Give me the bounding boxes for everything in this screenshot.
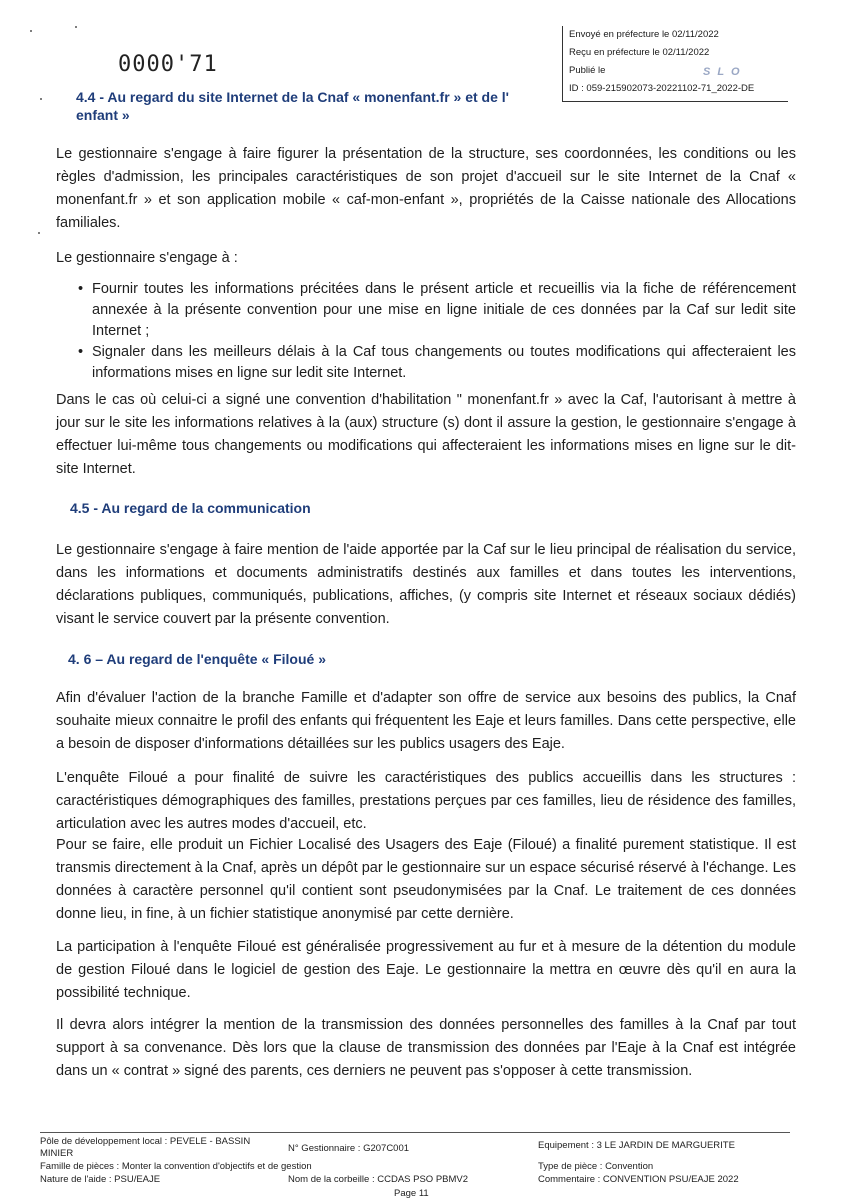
footer-pole-line2: MINIER xyxy=(40,1148,74,1159)
list-item: • Fournir toutes les informations précitées dans le présent article et recueillis via la fiche de référencement annexée à la présente convention pour une mise en ligne initiale de ces données par la Caf sur ledit site Internet ; xyxy=(76,279,796,342)
section-4-4-heading xyxy=(76,88,560,124)
scan-speck xyxy=(40,98,42,100)
section-4-6-paragraph-2: L'enquête Filoué a pour finalité de suivre les caractéristiques des publics accueillis dans les structures : caractéristiques démographiques des familles, prestations perçues par ces familles, lieu de résidence des familles, articulation avec les autres modes d'accueil, etc. xyxy=(56,770,796,832)
footer-famille: Famille de pièces : Monter la convention d'objectifs et de gestion xyxy=(40,1161,312,1172)
section-4-6-paragraph-4: La participation à l'enquête Filoué est généralisée progressivement au fur et à mesure de la détention du module de gestion Filoué dans le logiciel de gestion des Eaje. Le gestionnaire la mettra en œuvre dès qu'il en aura la possibilité technique. xyxy=(56,939,796,1001)
section-4-4-heading-line2: enfant » xyxy=(76,107,130,123)
footer-page-number: Page 11 xyxy=(394,1188,429,1199)
list-item: • Signaler dans les meilleurs délais à la Caf tous changements ou toutes modifications qui affecteraient les informations mises en ligne sur ledit site Internet. xyxy=(76,342,796,384)
scan-speck xyxy=(30,30,32,32)
section-4-5-paragraph-1: Le gestionnaire s'engage à faire mention de l'aide apportée par la Caf sur le lieu principal de réalisation du service, dans les informations et documents administratifs destinés aux familles et dans toutes les interventions, déclarations publiques, communiqués, publications, affiches, (y compris site Internet et réseaux sociaux dédiés) visant le service couvert par la présente convention. xyxy=(56,542,796,627)
stamp-signature-mark: S L O xyxy=(703,66,742,78)
footer-pole xyxy=(40,1136,250,1160)
section-4-6-paragraph-1: Afin d'évaluer l'action de la branche Famille et d'adapter son offre de service aux besoins des publics, la Cnaf souhaite mieux connaitre le profil des enfants qui fréquentent les Eaje et leurs familles. Dans cette perspective, elle a besoin de disposer d'informations détaillées sur les publics usagers des Eaje. xyxy=(56,690,796,752)
stamp-received: Reçu en préfecture le 02/11/2022 xyxy=(569,47,710,58)
scan-speck xyxy=(38,232,40,234)
section-4-6-heading: 4. 6 – Au regard de l'enquête « Filoué » xyxy=(68,651,326,667)
footer-pole-line1: Pôle de développement local : PEVELE - BASSIN xyxy=(40,1136,251,1147)
section-4-4-paragraph-1: Le gestionnaire s'engage à faire figurer la présentation de la structure, ses coordonnées, les conditions ou les règles d'admission, les principales caractéristiques de son projet d'accueil sur le site Internet de la Cnaf « monenfant.fr » et son application mobile « caf-mon-enfant », propriétés de la Caisse nationale des Allocations familiales. xyxy=(56,146,796,231)
section-4-6-paragraph-5: Il devra alors intégrer la mention de la transmission des données personnelles des familles à la Cnaf par tout support à sa convenance. Dès lors que la clause de transmission des données par l'Eaje à la Cnaf est intégrée dans un « contrat » signé des parents, ces derniers ne peuvent pas s'opposer à cette transmission. xyxy=(56,1017,796,1079)
section-4-4-bullet-list xyxy=(76,279,796,384)
section-4-4-heading-line1: 4.4 - Au regard du site Internet de la Cnaf « monenfant.fr » et de l' xyxy=(76,89,510,105)
section-4-4-paragraph-3: Dans le cas où celui-ci a signé une convention d'habilitation " monenfant.fr » avec la Caf, l'autorisant à mettre à jour sur le site les informations relatives à la (aux) structure (s) dont il assure la gestion, le gestionnaire s'engage à effectuer lui-même tous changements ou modifications qui affecteraient les informations mises en ligne sur le dit- site Internet. xyxy=(56,392,796,477)
scan-speck xyxy=(75,26,77,28)
stamp-published: Publié le xyxy=(569,65,606,76)
prefecture-stamp xyxy=(562,26,788,102)
footer-gestionnaire: N° Gestionnaire : G207C001 xyxy=(288,1143,410,1154)
footer-equipement: Equipement : 3 LE JARDIN DE MARGUERITE xyxy=(538,1140,735,1151)
footer-type-piece: Type de pièce : Convention xyxy=(538,1161,654,1172)
section-4-4-paragraph-2: Le gestionnaire s'engage à : xyxy=(56,250,238,266)
section-4-5-heading: 4.5 - Au regard de la communication xyxy=(70,500,311,516)
document-page-number: 0000'71 xyxy=(118,52,218,77)
footer-corbeille: Nom de la corbeille : CCDAS PSO PBMV2 xyxy=(288,1174,469,1185)
section-4-6-paragraph-3: Pour se faire, elle produit un Fichier Localisé des Usagers des Eaje (Filoué) a finalité purement statistique. Il est transmis directement à la Cnaf, après un dépôt par le gestionnaire sur un espace sécurisé réservé à l'échange. Les données à caractère personnel qu'il contient sont pseudonymisées par la Cnaf. Le traitement de ces données donne lieu, in fine, à un fichier statistique anonymisé par cette dernière. xyxy=(56,837,796,922)
stamp-id: ID : 059-215902073-20221102-71_2022-DE xyxy=(569,83,755,94)
footer-commentaire: Commentaire : CONVENTION PSU/EAJE 2022 xyxy=(538,1174,739,1185)
stamp-sent: Envoyé en préfecture le 02/11/2022 xyxy=(569,29,719,40)
footer-nature: Nature de l'aide : PSU/EAJE xyxy=(40,1174,161,1185)
footer-divider xyxy=(40,1132,790,1133)
